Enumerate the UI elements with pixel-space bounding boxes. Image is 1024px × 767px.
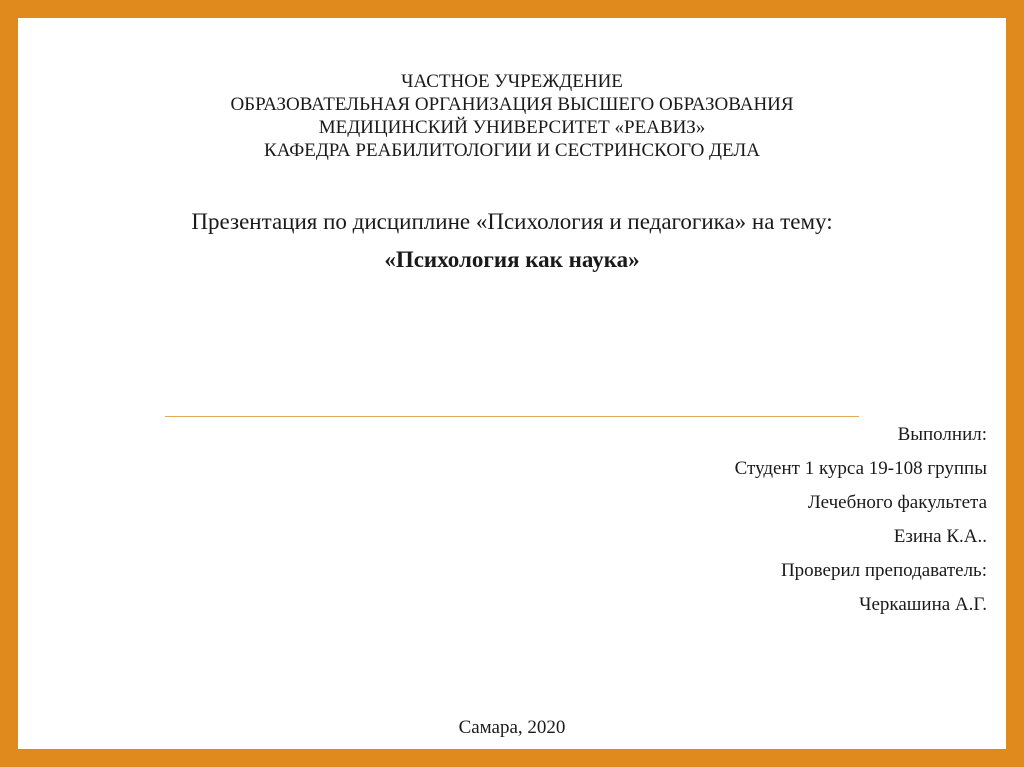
credits-line: Черкашина А.Г. [859, 594, 987, 615]
credits-block [735, 418, 987, 622]
credits-line: Выполнил: [897, 424, 987, 445]
topic-description: Презентация по дисциплине «Психология и педагогика» на тему: [191, 209, 833, 234]
credits-line: Проверил преподаватель: [780, 560, 987, 581]
city-year: Самара, 2020 [458, 717, 566, 738]
institution-line: ЧАСТНОЕ УЧРЕЖДЕНИЕ [401, 71, 623, 92]
institution-line: ОБРАЗОВАТЕЛЬНАЯ ОРГАНИЗАЦИЯ ВЫСШЕГО ОБРАЗОВАНИЯ [230, 94, 794, 115]
institution-header [18, 70, 1006, 162]
institution-line: КАФЕДРА РЕАБИЛИТОЛОГИИ И СЕСТРИНСКОГО ДЕЛА [264, 140, 760, 161]
credits-line: Езина К.А.. [893, 526, 987, 547]
credits-line: Студент 1 курса 19-108 группы [734, 458, 987, 479]
institution-line: МЕДИЦИНСКИЙ УНИВЕРСИТЕТ «РЕАВИЗ» [318, 117, 706, 138]
credits-line: Лечебного факультета [807, 492, 987, 513]
presentation-title: «Психология как наука» [384, 247, 640, 272]
divider-line [165, 416, 859, 417]
